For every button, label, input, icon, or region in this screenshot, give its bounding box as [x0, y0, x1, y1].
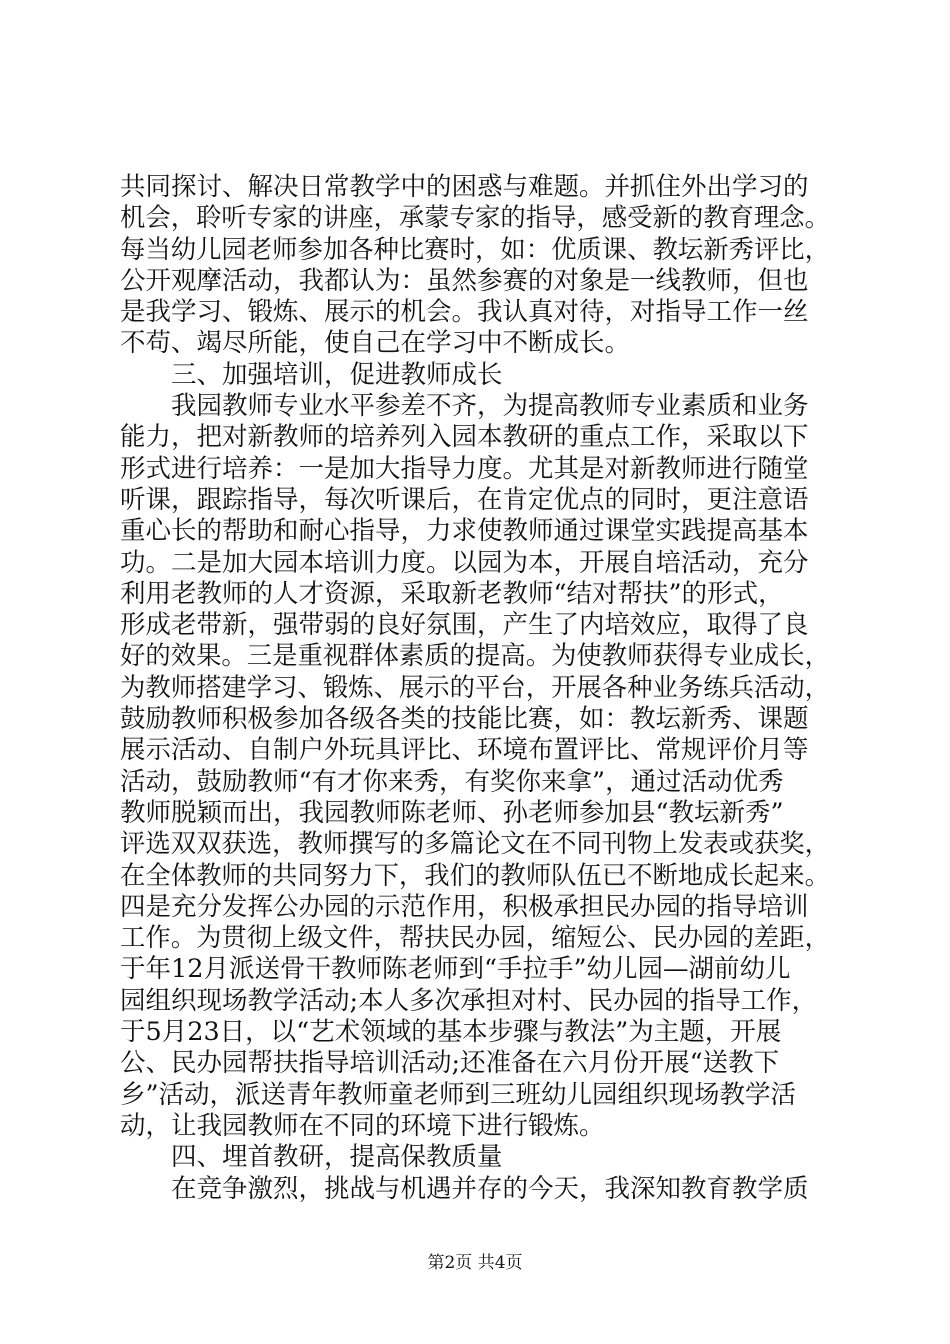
- text-line: 形成老带新，强带弱的良好氛围，产生了内培效应，取得了良: [120, 610, 809, 641]
- text-line: 我园教师专业水平参差不齐，为提高教师专业素质和业务: [171, 391, 809, 422]
- page-number-footer: 第2页 共4页: [427, 1253, 523, 1273]
- text-line: 在全体教师的共同努力下，我们的教师队伍已不断地成长起来。: [120, 860, 831, 891]
- text-line: 听课，跟踪指导，每次听课后，在肯定优点的同时，更注意语: [120, 484, 809, 515]
- text-line: 活动，鼓励教师“有才你来秀，有奖你来拿”，通过活动优秀: [120, 766, 784, 797]
- text-line: 重心长的帮助和耐心指导，力求使教师通过课堂实践提高基本: [120, 516, 809, 547]
- text-line: 教师脱颖而出，我园教师陈老师、孙老师参加县“教坛新秀”: [120, 797, 784, 828]
- text-line: 展示活动、自制户外玩具评比、环境布置评比、常规评价月等: [120, 735, 809, 766]
- text-line: 乡”活动，派送青年教师童老师到三班幼儿园组织现场教学活: [120, 1079, 797, 1110]
- text-line: 好的效果。三是重视群体素质的提高。为使教师获得专业成长，: [120, 641, 831, 672]
- text-line: 形式进行培养：一是加大指导力度。尤其是对新教师进行随堂: [120, 453, 809, 484]
- text-line: 功。二是加大园本培训力度。以园为本，开展自培活动，充分: [120, 547, 809, 578]
- text-line: 四是充分发挥公办园的示范作用，积极承担民办园的指导培训: [120, 891, 809, 922]
- text-line: 于5月23日，以“艺术领域的基本步骤与教法”为主题，开展: [120, 1017, 782, 1048]
- text-line: 工作。为贯彻上级文件，帮扶民办园，缩短公、民办园的差距，: [120, 923, 831, 954]
- text-line: 能力，把对新教师的培养列入园本教研的重点工作，采取以下: [120, 422, 809, 453]
- text-line: 三、加强培训，促进教师成长: [171, 359, 503, 390]
- text-line: 园组织现场教学活动;本人多次承担对村、民办园的指导工作，: [120, 985, 818, 1016]
- text-line: 公、民办园帮扶指导培训活动;还准备在六月份开展“送教下: [120, 1048, 780, 1079]
- text-line: 机会，聆听专家的讲座，承蒙专家的指导，感受新的教育理念。: [120, 203, 831, 234]
- text-line: 在竞争激烈，挑战与机遇并存的今天，我深知教育教学质: [171, 1173, 809, 1204]
- text-line: 评选双双获选，教师撰写的多篇论文在不同刊物上发表或获奖，: [120, 829, 831, 860]
- text-line: 共同探讨、解决日常教学中的困惑与难题。并抓住外出学习的: [120, 172, 809, 202]
- text-line: 动，让我园教师在不同的环境下进行锻炼。: [120, 1110, 605, 1141]
- document-body: [120, 172, 830, 1205]
- text-line: 为教师搭建学习、锻炼、展示的平台，开展各种业务练兵活动，: [120, 672, 831, 703]
- text-line: 每当幼儿园老师参加各种比赛时，如：优质课、教坛新秀评比，: [120, 234, 831, 265]
- text-line: 是我学习、锻炼、展示的机会。我认真对待，对指导工作一丝: [120, 297, 809, 328]
- text-line: 四、埋首教研，提高保教质量: [171, 1142, 503, 1173]
- text-line: 公开观摩活动，我都认为：虽然参赛的对象是一线教师，但也: [120, 265, 809, 296]
- text-line: 于年12月派送骨干教师陈老师到“手拉手”幼儿园—湖前幼儿: [120, 954, 791, 985]
- text-line: 鼓励教师积极参加各级各类的技能比赛，如：教坛新秀、课题: [120, 704, 809, 735]
- text-line: 利用老教师的人才资源，采取新老教师“结对帮扶”的形式，: [120, 578, 784, 609]
- text-line: 不苟、竭尽所能，使自己在学习中不断成长。: [120, 328, 631, 359]
